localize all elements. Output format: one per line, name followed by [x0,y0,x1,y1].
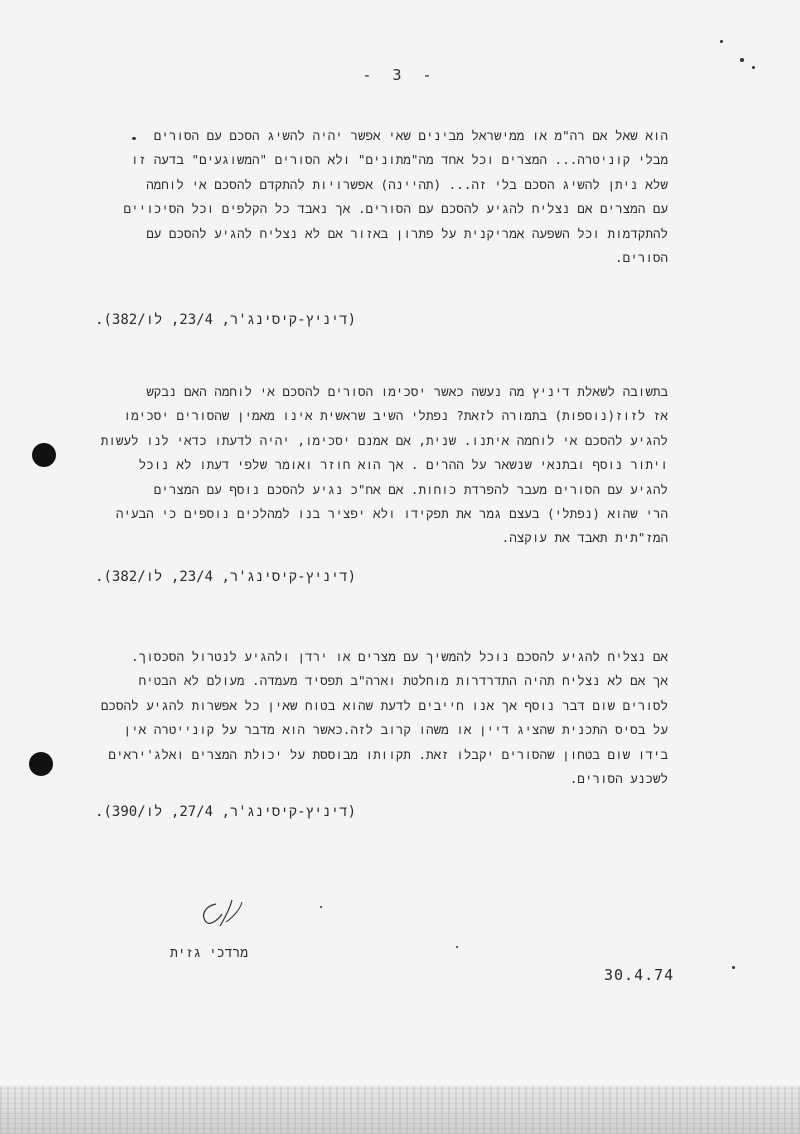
paragraph-line: המז"תית תאבד את עוקצה. [501,530,668,546]
citation-1: (דיניץ-קיסינג'ר, 23/4, לו/382). [95,312,356,328]
paragraph-line: לסורים שום דבר נוסף אך אנו חייבים לדעת שהוא בטוח שאין כל אפשרות להגיע להסכם [100,697,668,713]
paragraph-line: הסורים. [615,250,668,266]
paragraph-line: להגיע להסכם אי לוחמה איתנו. שנית, אם אמנם יסכימו, יהיה לדעתו כדאי לנו לעשות [100,432,668,448]
speck [740,58,744,62]
paragraph-line: הוא שאל אם רה"מ או ממישראל מבינים שאי אפשר יהיה להשיג הסכם עם הסורים [153,128,668,143]
scan-noise-strip [0,1086,800,1134]
paragraph-line: הרי שהוא (נפתלי) בעצם גמר את תפקידו ולא יפציר בנו למהלכים נוספים כי הבעיה [115,506,668,522]
speck [720,40,723,43]
speck [752,66,755,69]
paragraph-line: אם נצליח להגיע להסכם נוכל להמשיך עם מצרים או ירדן ולהגיע לנטרול הסכסוך. [131,649,668,664]
punch-hole [29,752,53,776]
speck [132,137,136,140]
speck [320,906,322,908]
paragraph-line: שלא ניתן להשיג הסכם בלי זה... (תהיינה) אפשרויות להתקדם להסכם אי לוחמה [146,176,668,192]
handwritten-initials [196,896,256,932]
punch-hole [32,443,56,467]
citation-2: (דיניץ-קיסינג'ר, 23/4, לו/382). [95,569,356,585]
paragraph-line: אז לזוז(נוספות) בתמורה לזאת? נפתלי השיב שראשית אינו מאמין שהסורים יסכימו [123,408,668,424]
paragraph-1 [110,124,668,270]
paragraph-line: אך אם לא נצליח תהיה התדרדרות מוחלטת וארה"ב תפסיד מעמדה. מעולם לא הבטיח [138,673,668,689]
paragraph-line: מבלי קוניטרה... המצרים וכל אחד מה"מתונים" ולא הסורים "המשוגעים" בדעה זו [131,152,668,168]
page-number: - 3 - [362,66,438,84]
paragraph-line: בידו שום בטחון שהסורים יקבלו זאת. תקוותו מבוססת על יכולת המצרים ואלג'יראים [108,746,668,762]
paragraph-2 [100,380,668,551]
paragraph-line: להתקדמות וכל השפעה אמריקנית על פתרון באזור אם לא נצליח להגיע להסכם עם [146,225,668,241]
paragraph-line: להגיע עם הסורים מעבר להפרדת כוחות. אם אח"כ נגיע להסכם נוסף עם המצרים [153,481,668,497]
speck [456,946,458,948]
signer-name: מרדכי גזית [169,946,248,961]
citation-3: (דיניץ-קיסינג'ר, 27/4, לו/390). [95,804,356,820]
paragraph-line: עם המצרים אם נצליח להגיע להסכם עם הסורים. אך נאבד כל הקלפים וכל הסיכויים [123,201,668,217]
document-date: 30.4.74 [604,966,675,984]
paragraph-line: לשכנע הסורים. [569,771,668,787]
paragraph-3 [100,645,668,791]
paragraph-line: בתשובה לשאלת דיניץ מה נעשה כאשר יסכימו הסורים להסכם אי לוחמה האם נבקש [146,384,668,399]
paragraph-line: על בסיס התכנית שהציג דיין או משהו קרוב לזה.כאשר הוא מדבר על קונייטרה אין [123,722,668,738]
speck [732,966,735,969]
paragraph-line: ויתור נוסף ובתנאי שנשאר על ההרים . אך הוא חוזר ואומר שלפי דעתו לא נוכל [138,457,668,473]
